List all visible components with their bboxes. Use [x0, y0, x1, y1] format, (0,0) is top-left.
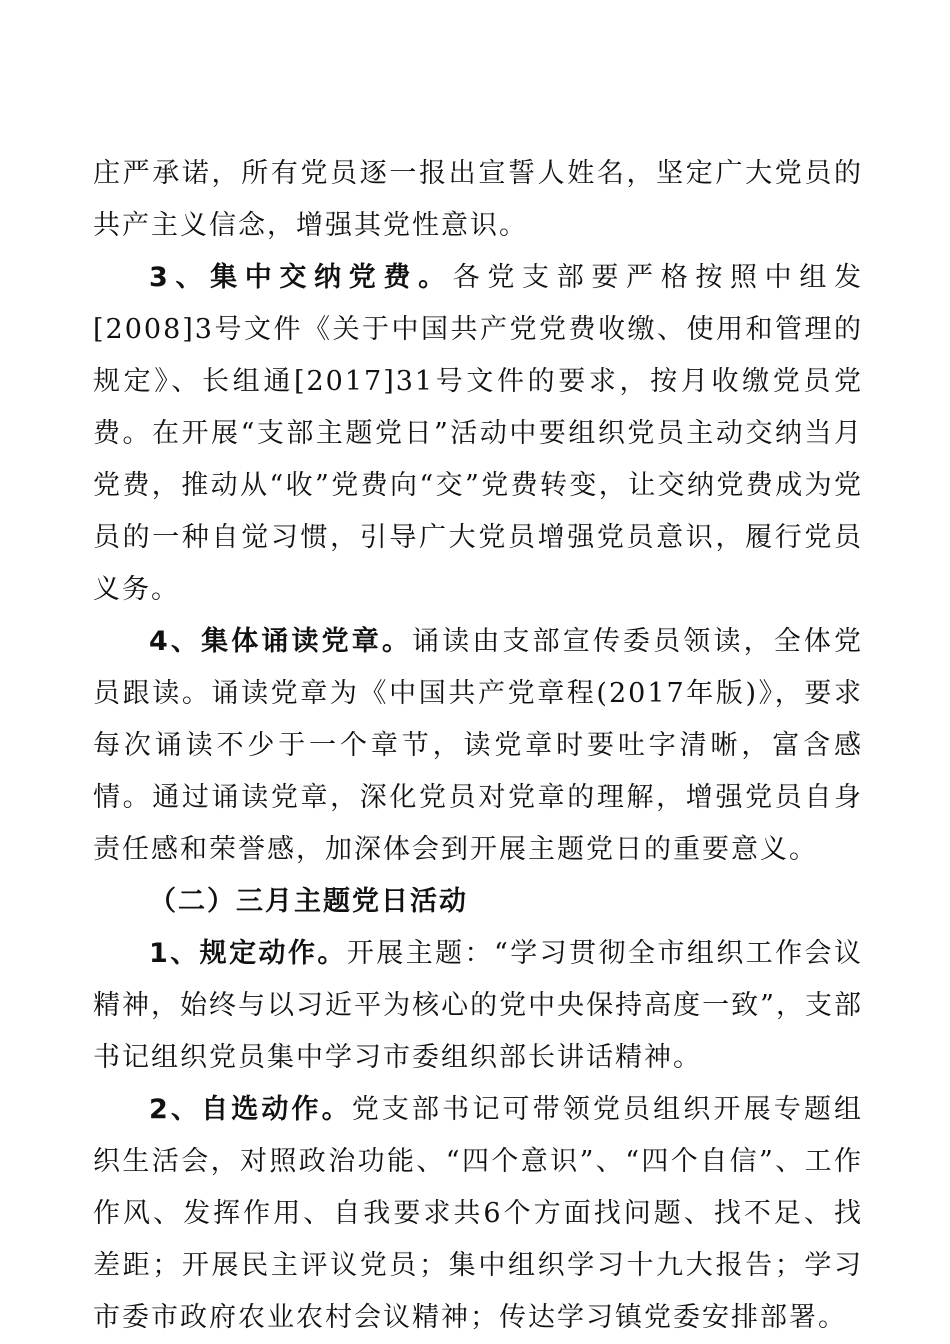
paragraph-optional-actions [93, 1084, 863, 1344]
paragraph-text: 庄严承诺，所有党员逐一报出宣誓人姓名，坚定广大党员的共产主义信念，增强其党性意识。 [93, 158, 863, 241]
paragraph-text: 各党支部要严格按照中组发[2008]3号文件《关于中国共产党党费收缴、使用和管理的规定》、长组通[2017]31号文件的要求，按月收缴党员党费。在开展“支部主题党日”活动中要组织党员主动交纳当月党费，推动从“收”党费向“交”党费转变，让交纳党费成为党员的一种自觉习惯，引导广大党员增强党员意识，履行党员义务。 [93, 262, 863, 605]
section-subheading: （二）三月主题党日活动 [149, 886, 468, 917]
paragraph-lead: 3、集中交纳党费。 [149, 262, 453, 293]
paragraph-party-dues [93, 252, 863, 616]
paragraph-text: 诵读由支部宣传委员领读，全体党员跟读。诵读党章为《中国共产党章程(2017年版)》，要求每次诵读不少于一个章节，读党章时要吐字清晰，富含感情。通过诵读党章，深化党员对党章的理解，增强党员自身责任感和荣誉感，加深体会到开展主题党日的重要意义。 [93, 626, 863, 865]
paragraph-lead: 1、规定动作。 [149, 938, 347, 969]
document-body [93, 148, 863, 1344]
paragraph-text: 党支部书记可带领党员组织开展专题组织生活会，对照政治功能、“四个意识”、“四个自信”、工作作风、发挥作用、自我要求共6个方面找问题、找不足、找差距；开展民主评议党员；集中组织学习十九大报告；学习市委市政府农业农村会议精神；传达学习镇党委安排部署。 [93, 1094, 863, 1333]
paragraph-required-actions [93, 928, 863, 1084]
paragraph-lead: 2、自选动作。 [149, 1094, 352, 1125]
paragraph-lead: 4、集体诵读党章。 [149, 626, 413, 657]
paragraph-continuation [93, 148, 863, 252]
paragraph-read-constitution [93, 616, 863, 876]
paragraph-text: 开展主题：“学习贯彻全市组织工作会议精神，始终与以习近平为核心的党中央保持高度一致”，支部书记组织党员集中学习市委组织部长讲话精神。 [93, 938, 863, 1073]
